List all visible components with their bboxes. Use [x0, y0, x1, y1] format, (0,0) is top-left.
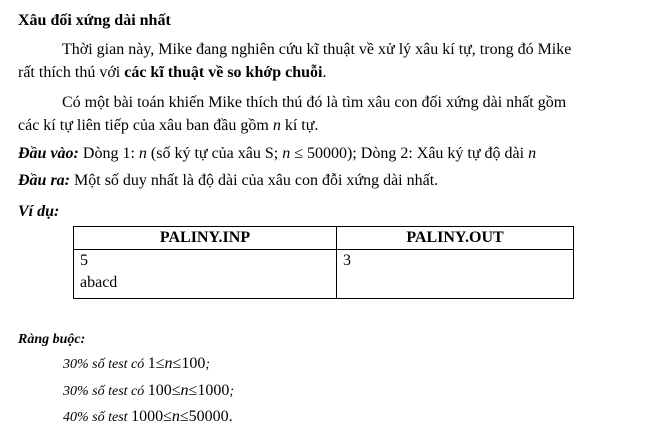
- output-line: 3: [343, 252, 351, 269]
- constraint-high: 1000: [197, 382, 230, 399]
- table-header-input: PALINY.INP: [74, 227, 337, 250]
- constraint-high: 50000: [188, 408, 229, 425]
- output-label: Đầu ra:: [18, 172, 71, 189]
- output-spec: [18, 171, 438, 191]
- input-text-1: Dòng 1:: [78, 145, 139, 162]
- table-cell-output: [337, 250, 574, 299]
- variable-n: n: [164, 355, 173, 372]
- variable-n: n: [171, 408, 180, 425]
- leq-symbol: ≤: [163, 408, 172, 425]
- variable-n: n: [180, 382, 189, 399]
- input-spec: [18, 144, 536, 164]
- constraint-low: 1000: [131, 408, 164, 425]
- input-text-2: (số ký tự của xâu S;: [146, 145, 283, 162]
- constraint-text: 40% số test: [63, 410, 132, 425]
- constraint-item: [63, 407, 233, 428]
- input-line: 5: [80, 252, 88, 269]
- constraint-low: 1: [147, 355, 156, 372]
- variable-n: n: [138, 145, 147, 162]
- example-label: Ví dụ:: [18, 203, 60, 220]
- constraint-end: .: [228, 408, 233, 425]
- constraint-end: ;: [205, 357, 210, 372]
- paragraph-2-end: kí tự.: [280, 117, 319, 134]
- constraint-low: 100: [147, 382, 172, 399]
- input-line: abacd: [80, 274, 118, 291]
- paragraph-1-text: rất thích thú với: [18, 64, 125, 81]
- problem-title: Xâu đối xứng dài nhất: [18, 12, 171, 29]
- paragraph-1-bold: các kĩ thuật về so khớp chuỗi: [124, 64, 323, 81]
- leq-symbol: ≤: [171, 382, 181, 399]
- example-table: [73, 226, 574, 299]
- variable-n: n: [528, 145, 537, 162]
- table-header-row: [74, 227, 574, 250]
- input-label: Đầu vào:: [18, 145, 79, 162]
- output-text: Một số duy nhất là độ dài của xâu con đỗi xứng dài nhất.: [70, 172, 439, 189]
- paragraph-2-line-1: Có một bài toán khiến Mike thích thú đó là tìm xâu con đối xứng dài nhất gồm: [62, 94, 567, 111]
- paragraph-2-text: các kí tự liên tiếp của xâu ban đầu gồm: [18, 117, 273, 134]
- paragraph-1-line-2: [18, 63, 326, 83]
- table-cell-input: [74, 250, 337, 299]
- leq-symbol: ≤: [179, 408, 189, 425]
- constraint-text: 30% số test có: [63, 384, 148, 399]
- constraint-high: 100: [181, 355, 206, 372]
- table-header-output: PALINY.OUT: [337, 227, 574, 250]
- variable-n: n: [282, 145, 291, 162]
- constraints-label: Ràng buộc:: [18, 332, 86, 347]
- constraint-item: [63, 354, 210, 375]
- constraint-end: ;: [229, 384, 234, 399]
- constraint-item: [63, 381, 234, 402]
- table-row: [74, 250, 574, 299]
- constraint-text: 30% số test có: [63, 357, 148, 372]
- paragraph-2-line-2: [18, 116, 318, 136]
- paragraph-1-period: .: [322, 64, 327, 81]
- leq-symbol: ≤: [172, 355, 182, 372]
- paragraph-1-line-1: Thời gian này, Mike đang nghiên cứu kĩ thuật về xử lý xâu kí tự, trong đó Mike: [62, 41, 572, 58]
- variable-n: n: [272, 117, 281, 134]
- input-text-3: ≤ 50000); Dòng 2: Xâu ký tự độ dài: [290, 145, 529, 162]
- leq-symbol: ≤: [155, 355, 165, 372]
- leq-symbol: ≤: [188, 382, 198, 399]
